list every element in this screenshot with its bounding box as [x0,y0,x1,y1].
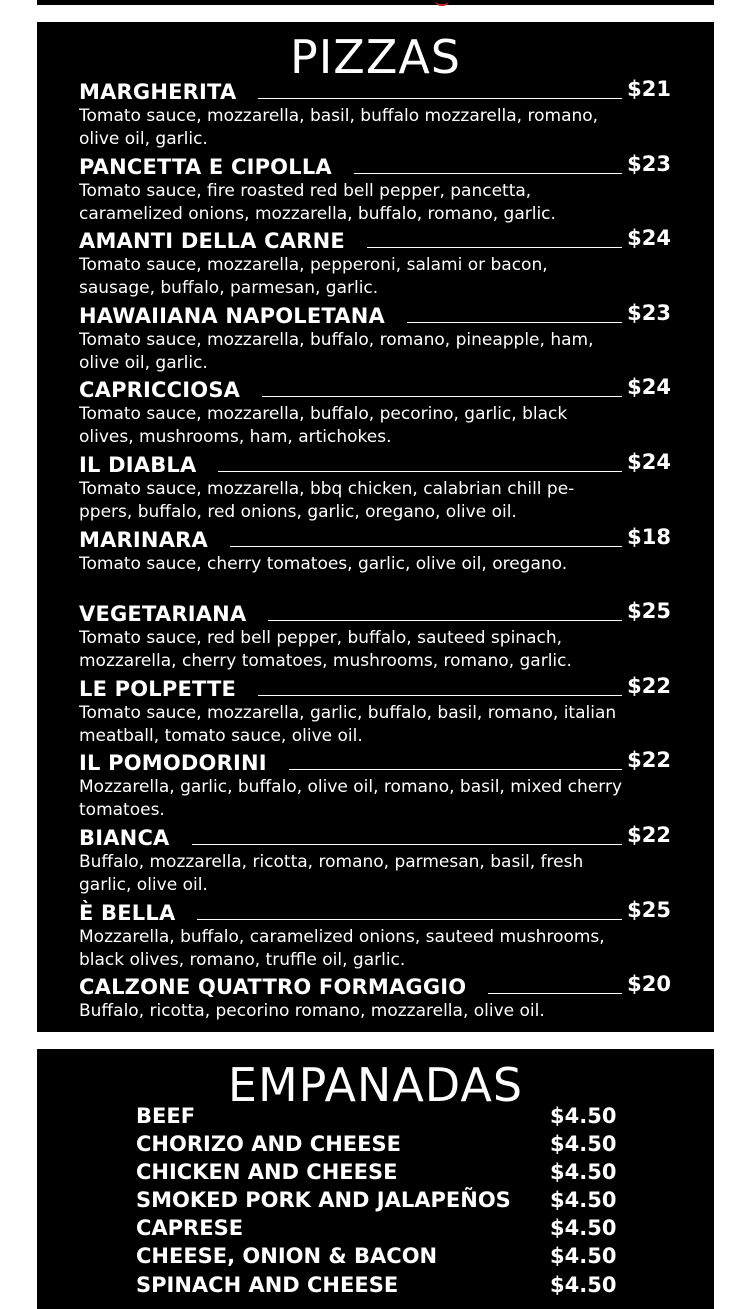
menu-item [79,825,671,900]
empanada-item [136,1130,616,1158]
menu-item-price: $20 [627,974,671,997]
menu-item [79,154,671,229]
decorative-swash [435,0,449,6]
empanada-item [136,1214,616,1242]
empanada-price: $4.50 [550,1132,617,1157]
menu-item-description: Tomato sauce, cherry tomatoes, garlic, olive oil, oregano. [79,553,568,574]
pizzas-panel [37,22,714,1032]
menu-item-name: HAWAIIANA NAPOLETANA [79,303,385,328]
menu-item [79,750,671,825]
menu-item-description: Buffalo, mozzarella, ricotta, romano, parmesan, basil, fresh garlic, olive oil. [79,851,584,895]
menu-item-price: $24 [627,377,671,400]
menu-item-price: $22 [627,675,671,698]
previous-panel-edge [37,0,714,5]
menu-item-description: Tomato sauce, mozzarella, bbq chicken, calabrian chill pe-ppers, buffalo, red onions, garlic, oregano, olive oil. [79,478,575,522]
menu-item-name: IL DIABLA [79,452,197,477]
empanada-name: BEEF [136,1104,196,1128]
menu-item-name: È BELLA [79,900,176,925]
menu-item-header [79,900,671,926]
empanadas-panel [37,1049,714,1309]
price-leader-line [289,769,622,770]
menu-item-price: $23 [627,302,671,325]
menu-item-name: MARINARA [79,527,208,552]
price-leader-line [197,919,622,920]
price-leader-line [367,247,622,248]
empanada-name: SPINACH AND CHEESE [136,1272,399,1297]
menu-item-description: Tomato sauce, mozzarella, buffalo, romano, pineapple, ham, olive oil, garlic. [79,329,594,373]
pizzas-title: PIZZAS [290,30,461,84]
empanada-name: SMOKED PORK AND JALAPEÑOS [136,1188,511,1213]
menu-item-price: $23 [627,153,671,176]
menu-item-description: Buffalo, ricotta, pecorino romano, mozzarella, olive oil. [79,1001,545,1022]
menu-item [79,601,671,676]
menu-item [79,527,671,602]
menu-item-header [79,452,671,478]
menu-item-description: Tomato sauce, mozzarella, pepperoni, salami or bacon, sausage, buffalo, parmesan, garlic. [79,255,548,299]
price-leader-line [268,620,622,621]
menu-item-price: $25 [627,601,671,624]
empanada-price: $4.50 [550,1188,617,1213]
menu-item-name: LE POLPETTE [79,676,237,701]
menu-item-name: PANCETTA E CIPOLLA [79,154,332,179]
menu-item [79,452,671,527]
menu-item-header [79,750,671,776]
price-leader-line [218,471,622,472]
menu-item-price: $25 [627,899,671,922]
menu-item-header [79,303,671,329]
price-leader-line [354,173,622,174]
menu-item-description: Tomato sauce, mozzarella, basil, buffalo mozzarella, romano, olive oil, garlic. [79,106,599,149]
menu-item-price: $18 [627,526,671,549]
price-leader-line [262,396,622,397]
price-leader-line [230,546,622,547]
menu-item-header [79,676,671,702]
menu-item-description: Mozzarella, garlic, buffalo, olive oil, romano, basil, mixed cherry tomatoes. [79,777,623,821]
menu-item-name: VEGETARIANA [79,602,247,627]
menu-item-description: Tomato sauce, red bell pepper, buffalo, sauteed spinach, mozzarella, cherry tomatoes, mushrooms, romano, garlic. [79,628,572,672]
menu-item-name: CALZONE QUATTRO FORMAGGIO [79,975,467,1000]
empanada-item [136,1186,616,1214]
menu-item [79,900,671,975]
menu-item [79,79,671,154]
menu-item-price: $24 [627,228,671,251]
menu-item-description: Tomato sauce, mozzarella, garlic, buffalo, basil, romano, italian meatball, tomato sauce, olive oil. [79,702,617,746]
menu-item-header [79,377,671,403]
price-leader-line [407,322,622,323]
price-leader-line [488,993,622,994]
price-leader-line [258,695,622,696]
menu-item-name: MARGHERITA [79,80,237,104]
menu-item-header [79,228,671,254]
menu-item-price: $22 [627,750,671,773]
empanada-price: $4.50 [550,1104,617,1128]
menu-item [79,676,671,751]
menu-item-header [79,601,671,627]
menu-item-name: IL POMODORINI [79,751,267,776]
empanada-price: $4.50 [550,1160,617,1185]
menu-item-name: CAPRICCIOSA [79,378,241,403]
menu-item [79,228,671,303]
menu-item-header [79,154,671,180]
menu-item-price: $21 [627,79,671,101]
menu-item [79,377,671,452]
empanada-name: CHEESE, ONION & BACON [136,1244,438,1269]
menu-item [79,303,671,378]
menu-item-description: Tomato sauce, fire roasted red bell pepper, pancetta, caramelized onions, mozzarella, buffalo, romano, garlic. [79,180,556,224]
empanada-item [136,1242,616,1270]
menu-item-name: BIANCA [79,825,170,850]
menu-item-name: AMANTI DELLA CARNE [79,229,345,254]
menu-item-price: $22 [627,824,671,847]
empanada-name: CHICKEN AND CHEESE [136,1160,398,1185]
empanada-item [136,1271,616,1299]
pizza-list [79,79,671,1049]
menu-item-description: Tomato sauce, mozzarella, buffalo, pecorino, garlic, black olives, mushrooms, ham, artichokes. [79,404,568,448]
menu-item-header [79,527,671,553]
empanada-name: CAPRESE [136,1216,244,1241]
menu-item-header [79,79,671,105]
menu-item [79,974,671,1049]
menu-item-header [79,974,671,1000]
menu-item-description: Mozzarella, buffalo, caramelized onions, sauteed mushrooms, black olives, romano, truffle oil, garlic. [79,926,605,970]
empanada-price: $4.50 [550,1216,617,1241]
menu-item-price: $24 [627,451,671,474]
price-leader-line [258,98,622,99]
empanada-price: $4.50 [550,1244,617,1269]
empanada-name: CHORIZO AND CHEESE [136,1132,401,1157]
empanada-price: $4.50 [550,1272,617,1297]
empanada-item [136,1102,616,1130]
empanada-item [136,1158,616,1186]
price-leader-line [192,844,623,845]
empanadas-title: EMPANADAS [227,1058,524,1112]
menu-item-header [79,825,671,851]
empanada-list [136,1102,616,1299]
